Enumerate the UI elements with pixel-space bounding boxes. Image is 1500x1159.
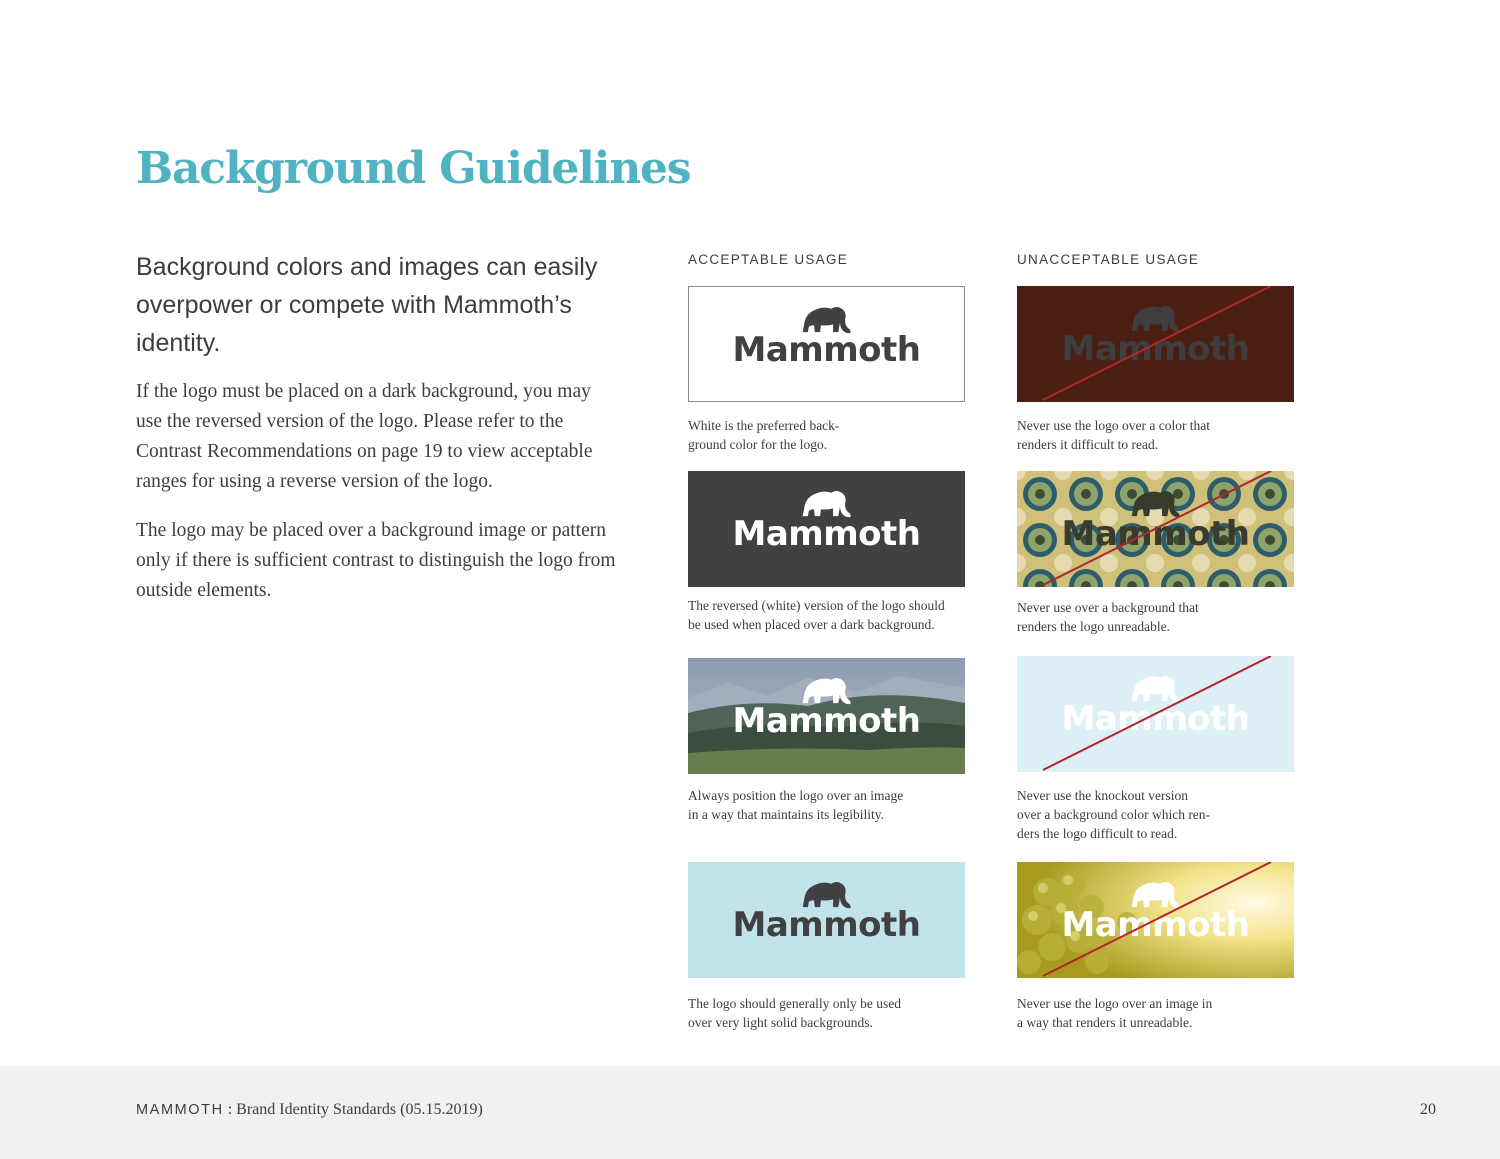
page-footer — [0, 1066, 1500, 1159]
caption-white-background — [688, 416, 978, 454]
caption-line: renders it difficult to read. — [1017, 437, 1159, 452]
logo-wordmark: Mammoth — [732, 330, 921, 370]
caption-line: ground color for the logo. — [688, 437, 828, 452]
caption-line: Never use the logo over a color that — [1017, 418, 1211, 433]
example-dark-background — [688, 471, 965, 587]
logo-wordmark: Mammoth — [732, 514, 921, 554]
caption-image-background — [688, 786, 978, 824]
logo-wordmark: Mammoth — [1061, 905, 1250, 945]
caption-line: Always position the logo over an image — [688, 788, 904, 803]
caption-line: in a way that maintains its legibility. — [688, 807, 884, 822]
caption-dark-background — [688, 596, 978, 634]
strike-through-line — [1017, 471, 1294, 587]
caption-line: be used when placed over a dark background. — [688, 617, 935, 632]
mammoth-logo — [688, 880, 965, 943]
logo-wordmark: Mammoth — [732, 701, 921, 741]
caption-line: over very light solid backgrounds. — [688, 1015, 873, 1030]
logo-wordmark: Mammoth — [1061, 329, 1250, 369]
mammoth-logo — [689, 305, 964, 368]
caption-line: The reversed (white) version of the logo should — [688, 598, 945, 613]
footer-document-title — [136, 1101, 483, 1119]
logo-wordmark: Mammoth — [1061, 699, 1250, 739]
caption-line: ders the logo difficult to read. — [1017, 826, 1178, 841]
example-bad-pattern — [1017, 471, 1294, 587]
logo-wordmark: Mammoth — [1061, 514, 1250, 554]
page-title: Background Guidelines — [136, 143, 691, 194]
example-bad-dark-color — [1017, 286, 1294, 402]
example-white-background — [688, 286, 965, 402]
strike-through-line — [1017, 656, 1294, 772]
caption-bad-image — [1017, 994, 1307, 1032]
example-bad-image — [1017, 862, 1294, 978]
body-paragraph-images: The logo may be placed over a background image or pattern only if there is sufficient contrast to distinguish the logo from outside elements. — [136, 520, 616, 601]
body-paragraph-reversed: If the logo must be placed on a dark background, you may use the reversed version of the logo. Please refer to the Contrast Recommendations on page 19 to view acceptable ranges for using a reverse version of the logo. — [136, 381, 593, 492]
caption-line: Never use over a background that — [1017, 600, 1199, 615]
logo-wordmark: Mammoth — [732, 905, 921, 945]
unacceptable-usage-heading: UNACCEPTABLE USAGE — [1017, 252, 1200, 267]
caption-bad-knockout — [1017, 786, 1307, 843]
caption-line: The logo should generally only be used — [688, 996, 901, 1011]
footer-doc: Brand Identity Standards (05.15.2019) — [236, 1101, 483, 1118]
strike-through-line — [1017, 286, 1294, 402]
caption-line: White is the preferred back- — [688, 418, 840, 433]
caption-line: over a background color which ren- — [1017, 807, 1211, 822]
mammoth-logo — [688, 676, 965, 739]
caption-bad-pattern — [1017, 598, 1307, 636]
lead-paragraph: Background colors and images can easily overpower or compete with Mammoth’s identity. — [136, 253, 598, 357]
caption-line: Never use the logo over an image in — [1017, 996, 1213, 1011]
strike-through-line — [1017, 862, 1294, 978]
caption-line: a way that renders it unreadable. — [1017, 1015, 1193, 1030]
example-image-background — [688, 658, 965, 774]
caption-line: Never use the knockout version — [1017, 788, 1188, 803]
page-number: 20 — [1420, 1101, 1436, 1118]
example-bad-knockout — [1017, 656, 1294, 772]
example-light-solid-background — [688, 862, 965, 978]
caption-bad-dark-color — [1017, 416, 1307, 454]
mammoth-logo — [688, 489, 965, 552]
caption-line: renders the logo unreadable. — [1017, 619, 1170, 634]
acceptable-usage-heading: ACCEPTABLE USAGE — [688, 252, 849, 267]
footer-brand: MAMMOTH — [136, 1102, 224, 1118]
caption-light-solid-background — [688, 994, 978, 1032]
footer-separator: : — [223, 1101, 237, 1118]
